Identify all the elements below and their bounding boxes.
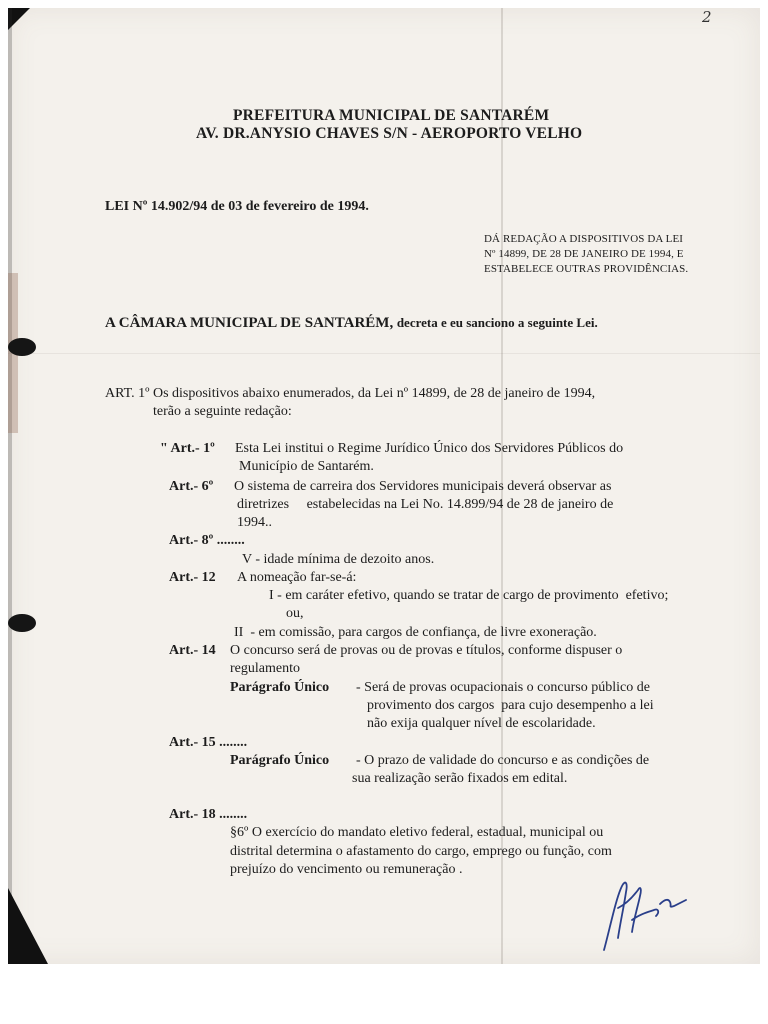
- art12-label: Art.- 12: [169, 570, 216, 585]
- art12-item-i: I - em caráter efetivo, quando se tratar de cargo de provimento efetivo;: [269, 588, 669, 603]
- decree-line: [105, 316, 598, 331]
- page-number: 2: [702, 8, 712, 26]
- punch-hole-top: [8, 338, 36, 356]
- art18-text-3: prejuízo do vencimento ou remuneração .: [230, 862, 463, 877]
- summary-line-2: Nº 14899, DE 28 DE JANEIRO DE 1994, E: [484, 248, 684, 260]
- art1-text-2: Município de Santarém.: [239, 459, 374, 474]
- scan-edge-shadow: [8, 8, 12, 964]
- art6-text-1: O sistema de carreira dos Servidores municipais deverá observar as: [234, 479, 612, 494]
- decree-text: decreta e eu sanciono a seguinte Lei.: [396, 315, 598, 330]
- art15-paragraph-text-2: sua realização serão fixados em edital.: [352, 771, 568, 786]
- art8-item-v: V - idade mínima de dezoito anos.: [242, 552, 435, 567]
- art15-paragraph-label: Parágrafo Único: [230, 753, 330, 768]
- art1-line-1: ART. 1º Os dispositivos abaixo enumerados, da Lei nº 14899, de 28 de janeiro de 1994,: [105, 386, 596, 401]
- punch-hole-bottom: [8, 614, 36, 632]
- art12-item-ii: II - em comissão, para cargos de confiança, de livre exoneração.: [234, 625, 597, 640]
- art14-paragraph-text-2: provimento dos cargos para cujo desempenho a lei: [367, 698, 654, 713]
- document-page: [8, 8, 760, 964]
- art6-label: Art.- 6º: [169, 479, 214, 494]
- art1-text-1: Esta Lei institui o Regime Jurídico Único dos Servidores Públicos do: [235, 441, 624, 456]
- art14-paragraph-text-1: - Será de provas ocupacionais o concurso público de: [356, 680, 650, 695]
- art14-label: Art.- 14: [169, 643, 216, 658]
- art18-label: Art.- 18 ........: [169, 807, 248, 822]
- art6-text-3: 1994..: [237, 515, 272, 530]
- art6-text-2: diretrizes estabelecidas na Lei No. 14.899/94 de 28 de janeiro de: [237, 497, 614, 512]
- art15-paragraph-text-1: - O prazo de validade do concurso e as condições de: [356, 753, 650, 768]
- art18-text-2: distrital determina o afastamento do cargo, emprego ou função, com: [230, 844, 612, 859]
- summary-line-1: DÁ REDAÇÃO A DISPOSITIVOS DA LEI: [484, 233, 684, 245]
- header-line-2: AV. DR.ANYSIO CHAVES S/N - AEROPORTO VELHO: [196, 125, 583, 142]
- scan-corner-bottom: [8, 888, 48, 964]
- art1-label: " Art.- 1º: [160, 441, 215, 456]
- law-title: LEI Nº 14.902/94 de 03 de fevereiro de 1994.: [105, 199, 369, 214]
- signature: [598, 868, 708, 958]
- art14-paragraph-text-3: não exija qualquer nível de escolaridade.: [367, 716, 596, 731]
- art14-text-1: O concurso será de provas ou de provas e títulos, conforme dispuser o: [230, 643, 623, 658]
- art15-label: Art.- 15 ........: [169, 735, 248, 750]
- art12-ou: ou,: [286, 606, 304, 621]
- art18-text-1: §6º O exercício do mandato eletivo federal, estadual, municipal ou: [230, 825, 604, 840]
- decree-chamber: A CÂMARA MUNICIPAL DE SANTARÉM,: [105, 315, 394, 331]
- paper-fold-horizontal: [8, 353, 760, 354]
- art8-label: Art.- 8º ........: [169, 533, 245, 548]
- art14-paragraph-label: Parágrafo Único: [230, 680, 330, 695]
- art14-text-2: regulamento: [230, 661, 300, 676]
- header-line-1: PREFEITURA MUNICIPAL DE SANTARÉM: [233, 107, 550, 124]
- art12-text: A nomeação far-se-á:: [237, 570, 357, 585]
- art1-line-2: terão a seguinte redação:: [153, 404, 292, 419]
- summary-line-3: ESTABELECE OUTRAS PROVIDÊNCIAS.: [484, 263, 689, 275]
